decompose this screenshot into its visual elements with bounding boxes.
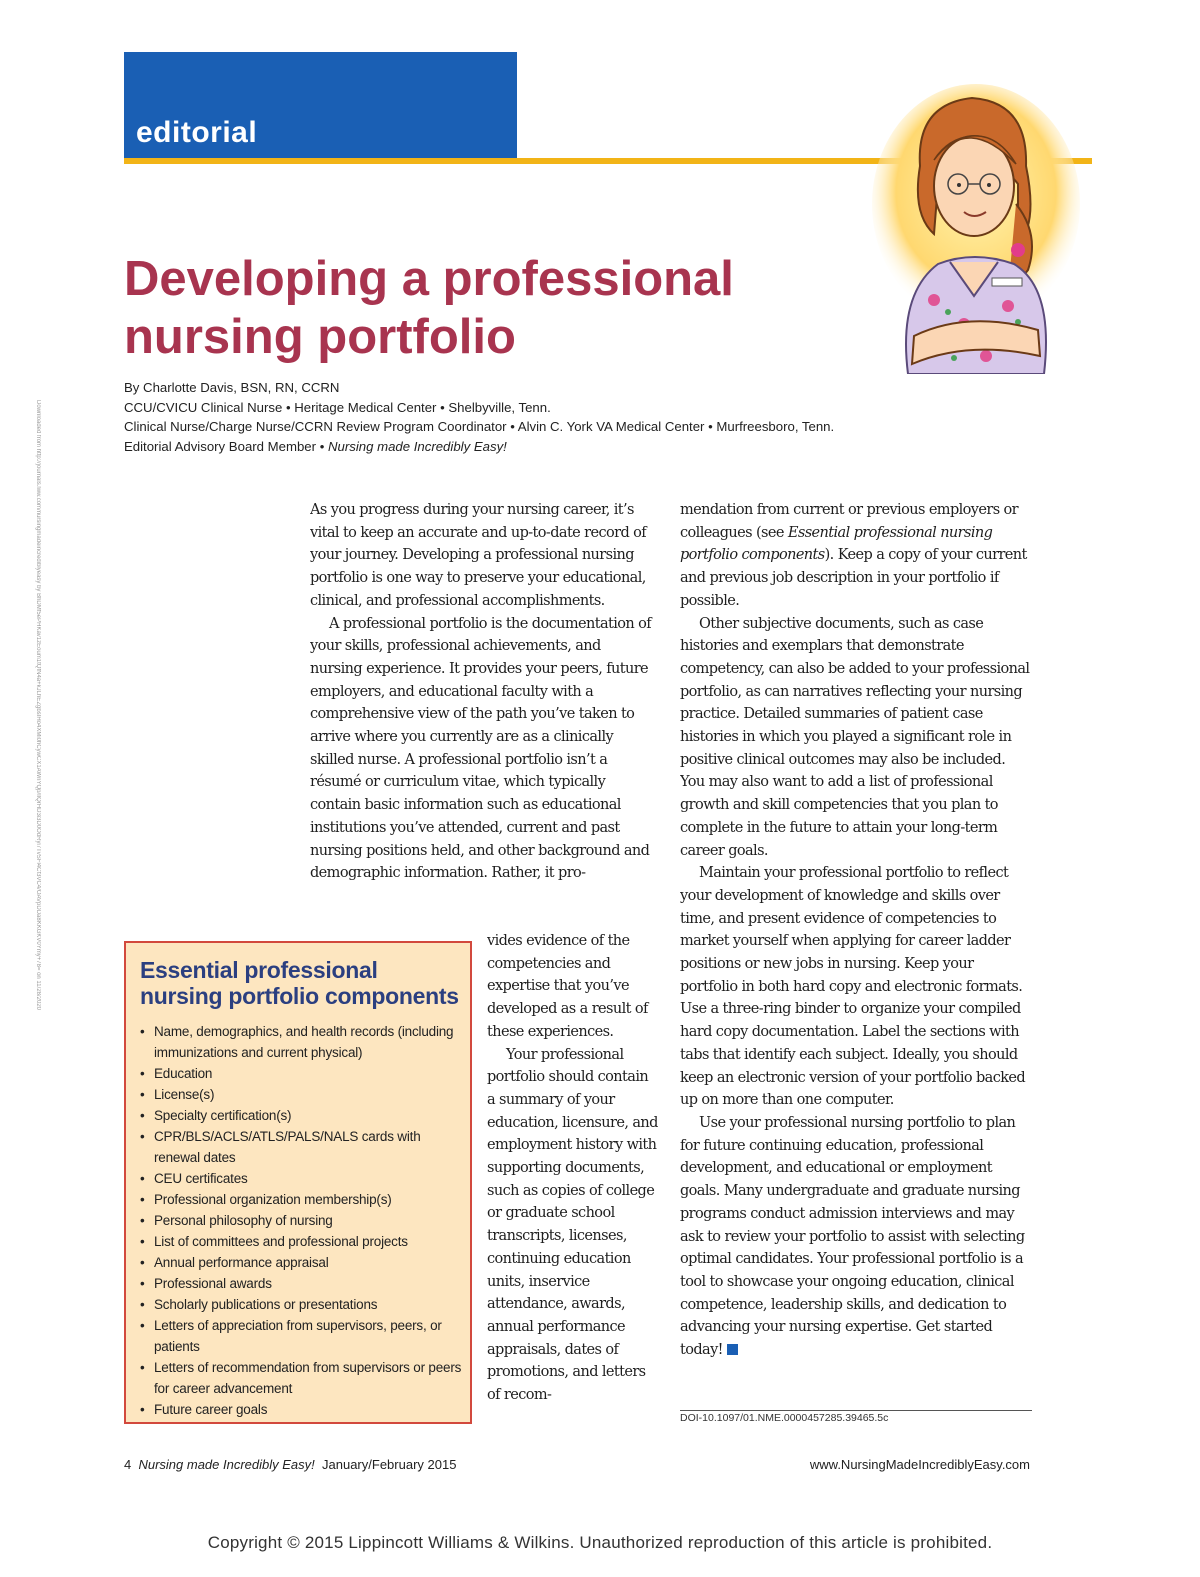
page-number: 4	[124, 1457, 132, 1472]
paragraph: As you progress during your nursing career, it’s vital to keep an accurate and up-to-date record of your journey. Developing a professional nursing portfolio is one way to preserve your educational, clinical, and professional accomplishments.	[310, 502, 647, 609]
sidebar-box	[124, 941, 472, 1424]
paragraph: Use your professional nursing portfolio to plan for future continuing education, professional development, and educational or employment goals. Many undergraduate and graduate nursing programs conduct admission interviews and may ask to review your portfolio to assist with selecting optimal candidates. Your professional portfolio is a tool to showcase your ongoing education, clinical competence, leadership skills, and dedication to advancing your nursing expertise. Get started today!	[680, 1114, 1025, 1359]
footer-website: www.NursingMadeIncrediblyEasy.com	[809, 1457, 1030, 1472]
list-item: • Letters of appreciation from supervisors, peers, or patients	[140, 1315, 462, 1357]
paragraph: Your professional portfolio should contain a summary of your education, licensure, and employment history with supporting documents, such as copies of college or graduate school transcripts, licenses, continuing education units, inservice attendance, awards, annual performance appraisals, dates of promotions, and letters of recom-	[487, 1046, 658, 1404]
download-watermark: Downloaded from http://journals.lww.com/nursingmadeincrediblyeasy by BhDMf5ePHKav1zEoum1tQfN4a+kJLhEZgbsIHo4XMi0hCywCX1AWnYQp/IlQrHD3i3D0OdRyi7TvSFl4Cf3VC4/OAVpDDa8KKGKV0Ymy+78= on 11/28/2020	[35, 400, 41, 1011]
footer-journal: Nursing made Incredibly Easy!	[138, 1457, 315, 1472]
byline	[124, 378, 1024, 456]
sidebar-list	[140, 1021, 462, 1420]
paragraph: Maintain your professional portfolio to reflect your development of knowledge and skills over time, and present evidence of competencies to market yourself when applying for career ladder positions or new jobs in nursing. Keep your portfolio in both hard copy and electronic formats. Use a three-ring binder to organize your compiled hard copy documentation. Label the sections with tabs that identify each subject. Ideally, you should keep an electronic version of your portfolio backed up on more than one computer.	[680, 865, 1026, 1109]
list-item: • Future career goals	[140, 1399, 462, 1420]
list-item: • License(s)	[140, 1084, 462, 1105]
footer-issue: January/February 2015	[322, 1457, 457, 1472]
section-label: editorial	[136, 116, 258, 149]
paragraph: mendation from current or previous employers or colleagues (see Essential professional nursing portfolio components). Keep a copy of your current and previous job description in your portfolio if possible.	[680, 502, 1027, 609]
article-column-2	[487, 930, 659, 1430]
end-of-article-icon	[727, 1344, 738, 1355]
paragraph: A professional portfolio is the documentation of your skills, professional achievements, and nursing experience. It provides your peers, future employers, and educational faculty with a comprehensive view of the path you’ve taken to arrive where you currently are as a clinically skilled nurse. A professional portfolio isn’t a résumé or curriculum vitae, which typically contain basic information such as educational institutions you’ve attended, current and past nursing positions held, and other background and demographic information. Rather, it pro-	[310, 615, 652, 882]
article-column-1	[310, 499, 655, 934]
list-item: • Education	[140, 1063, 462, 1084]
section-tab	[124, 52, 517, 158]
nurse-illustration	[868, 74, 1080, 374]
copyright-notice: Copyright © 2015 Lippincott Williams & Wilkins. Unauthorized reproduction of this article is prohibited.	[207, 1533, 993, 1552]
paragraph: vides evidence of the competencies and expertise that you’ve developed as a result of these experiences.	[487, 933, 648, 1040]
list-item: • List of committees and professional projects	[140, 1231, 462, 1252]
list-item: • Letters of recommendation from supervisors or peers for career advancement	[140, 1357, 462, 1399]
list-item: • Name, demographics, and health records (including immunizations and current physical)	[140, 1021, 462, 1063]
list-item: • Professional awards	[140, 1273, 462, 1294]
author-affiliation-1: CCU/CVICU Clinical Nurse • Heritage Medical Center • Shelbyville, Tenn.	[124, 399, 551, 415]
page-footer	[124, 1457, 456, 1472]
doi: DOI-10.1097/01.NME.0000457285.39465.5c	[680, 1412, 889, 1424]
author-name: By Charlotte Davis, BSN, RN, CCRN	[124, 380, 340, 395]
list-item: • CPR/BLS/ACLS/ATLS/PALS/NALS cards with renewal dates	[140, 1126, 462, 1168]
doi-divider	[680, 1410, 1032, 1411]
article-title: Developing a professional nursing portfolio	[124, 252, 734, 364]
sidebar-reference: Essential professional nursing portfolio components	[680, 524, 993, 564]
list-item: • CEU certificates	[140, 1168, 462, 1189]
sidebar-title: Essential professional nursing portfolio components	[140, 957, 459, 1009]
list-item: • Annual performance appraisal	[140, 1252, 462, 1273]
list-item: • Scholarly publications or presentations	[140, 1294, 462, 1315]
author-affiliation-2: Clinical Nurse/Charge Nurse/CCRN Review Program Coordinator • Alvin C. York VA Medical Center • Murfreesboro, Tenn.	[124, 419, 835, 434]
article-column-3	[680, 499, 1032, 1409]
journal-name: Nursing made Incredibly Easy!	[327, 438, 507, 454]
list-item: • Specialty certification(s)	[140, 1105, 462, 1126]
author-affiliation-3: Editorial Advisory Board Member • Nursing made Incredibly Easy!	[124, 438, 507, 454]
list-item: • Personal philosophy of nursing	[140, 1210, 462, 1231]
list-item: • Professional organization membership(s)	[140, 1189, 462, 1210]
paragraph: Other subjective documents, such as case histories and exemplars that demonstrate competency, can also be added to your professional portfolio, as can narratives reflecting your nursing practice. Detailed summaries of patient case histories in which you played a significant role in positive clinical outcomes may also be included. You may also want to add a list of professional growth and skill competencies that you plan to complete in the future to attain your long-term career goals.	[680, 615, 1030, 859]
